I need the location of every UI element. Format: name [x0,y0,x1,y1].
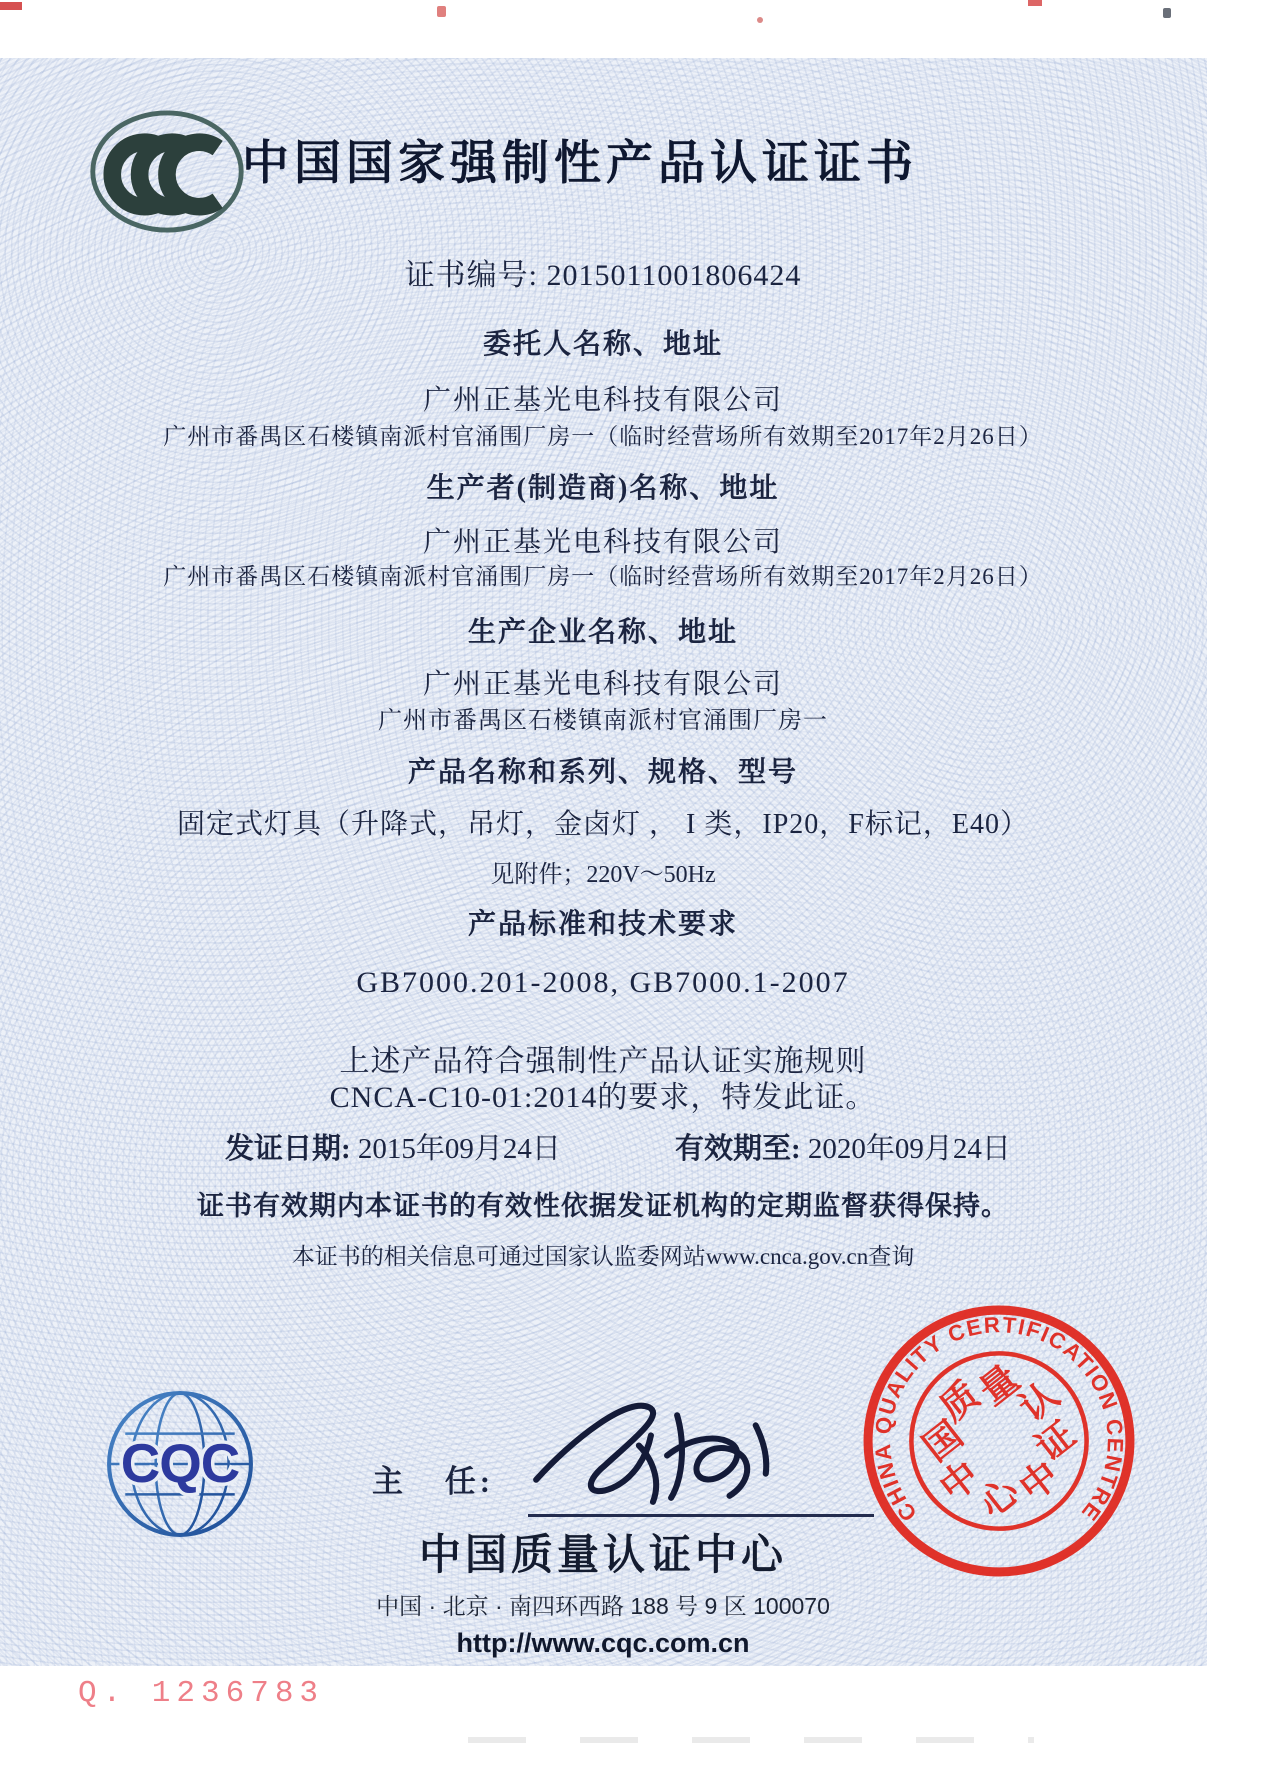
statement-line-1: 上述产品符合强制性产品认证实施规则 [339,1045,867,1078]
standards-section-heading: 产品标准和技术要求 [467,909,738,940]
applicant-address: 广州市番禺区石楼镇南派村官涌围厂房一（临时经营场所有效期至2017年2月26日） [163,424,1043,449]
director-label: 主 任: [372,1464,495,1499]
scan-artifact [1028,0,1042,6]
cqc-logo-icon [104,1388,256,1540]
scan-artifact [1163,8,1171,18]
product-description: 固定式灯具（升降式，吊灯，金卤灯 ， I 类，IP20，F标记，E40） [177,809,1029,840]
certificate-title: 中国国家强制性产品认证证书 [242,136,918,189]
manufacturer-address: 广州市番禺区石楼镇南派村官涌围厂房一（临时经营场所有效期至2017年2月26日） [163,564,1043,589]
certificate-number-label: 证书编号: [404,259,547,292]
factory-address: 广州市番禺区石楼镇南派村官涌围厂房一 [378,708,828,734]
product-attachment-note: 见附件；220V～50Hz [490,862,716,888]
signature-underline [528,1514,874,1517]
statement-line-2: CNCA-C10-01:2014的要求，特发此证。 [329,1081,877,1114]
seal-inner-char: 中 [1011,1452,1067,1509]
scan-artifact [437,6,446,17]
issue-date-line [225,1126,561,1167]
cqc-red-seal [858,1300,1140,1582]
seal-inner-char: 心 [971,1469,1027,1526]
info-note: 本证书的相关信息可通过国家认监委网站www.cnca.gov.cn查询 [291,1244,915,1269]
certificate-number-line [28,250,1178,294]
organization-website: http://www.cqc.com.cn [456,1628,750,1658]
serial-number: Q. 1236783 [78,1676,325,1711]
seal-inner-char: 中 [931,1452,987,1509]
manufacturer-section-heading: 生产者(制造商)名称、地址 [426,473,780,504]
seal-inner-char: 认 [1011,1373,1067,1430]
expiry-date-value: 2020年09月24日 [807,1133,1011,1165]
scan-artifact [468,1737,1034,1743]
certificate-number-value: 2015011001806424 [546,259,802,292]
applicant-section-heading: 委托人名称、地址 [482,329,723,360]
issue-date-value: 2015年09月24日 [357,1133,561,1165]
organization-address: 中国 · 北京 · 南四环西路 188 号 9 区 100070 [376,1593,830,1619]
factory-section-heading: 生产企业名称、地址 [467,617,738,648]
seal-inner-char: 质 [931,1373,987,1430]
expiry-date-label: 有效期至: [675,1133,808,1165]
seal-inner-char: 国 [915,1413,971,1470]
expiry-date-line [675,1126,1011,1167]
applicant-company: 广州正基光电科技有限公司 [422,385,783,416]
director-signature [518,1380,800,1518]
seal-outer-text: CHINA QUALITY CERTIFICATION CENTRE [870,1312,1128,1526]
standards-value: GB7000.201-2008, GB7000.1-2007 [356,966,850,999]
organization-name: 中国质量认证中心 [418,1531,787,1578]
product-section-heading: 产品名称和系列、规格、型号 [407,757,798,788]
issue-date-label: 发证日期: [225,1133,358,1165]
manufacturer-company: 广州正基光电科技有限公司 [422,527,783,558]
factory-company: 广州正基光电科技有限公司 [422,669,783,700]
seal-inner-char: 量 [971,1356,1027,1413]
validity-note: 证书有效期内本证书的有效性依据发证机构的定期监督获得保持。 [197,1191,1009,1221]
seal-inner-char: 证 [1027,1413,1084,1470]
cqc-letters: CQC [120,1432,240,1495]
scan-artifact [0,2,22,10]
scan-artifact [757,17,763,23]
